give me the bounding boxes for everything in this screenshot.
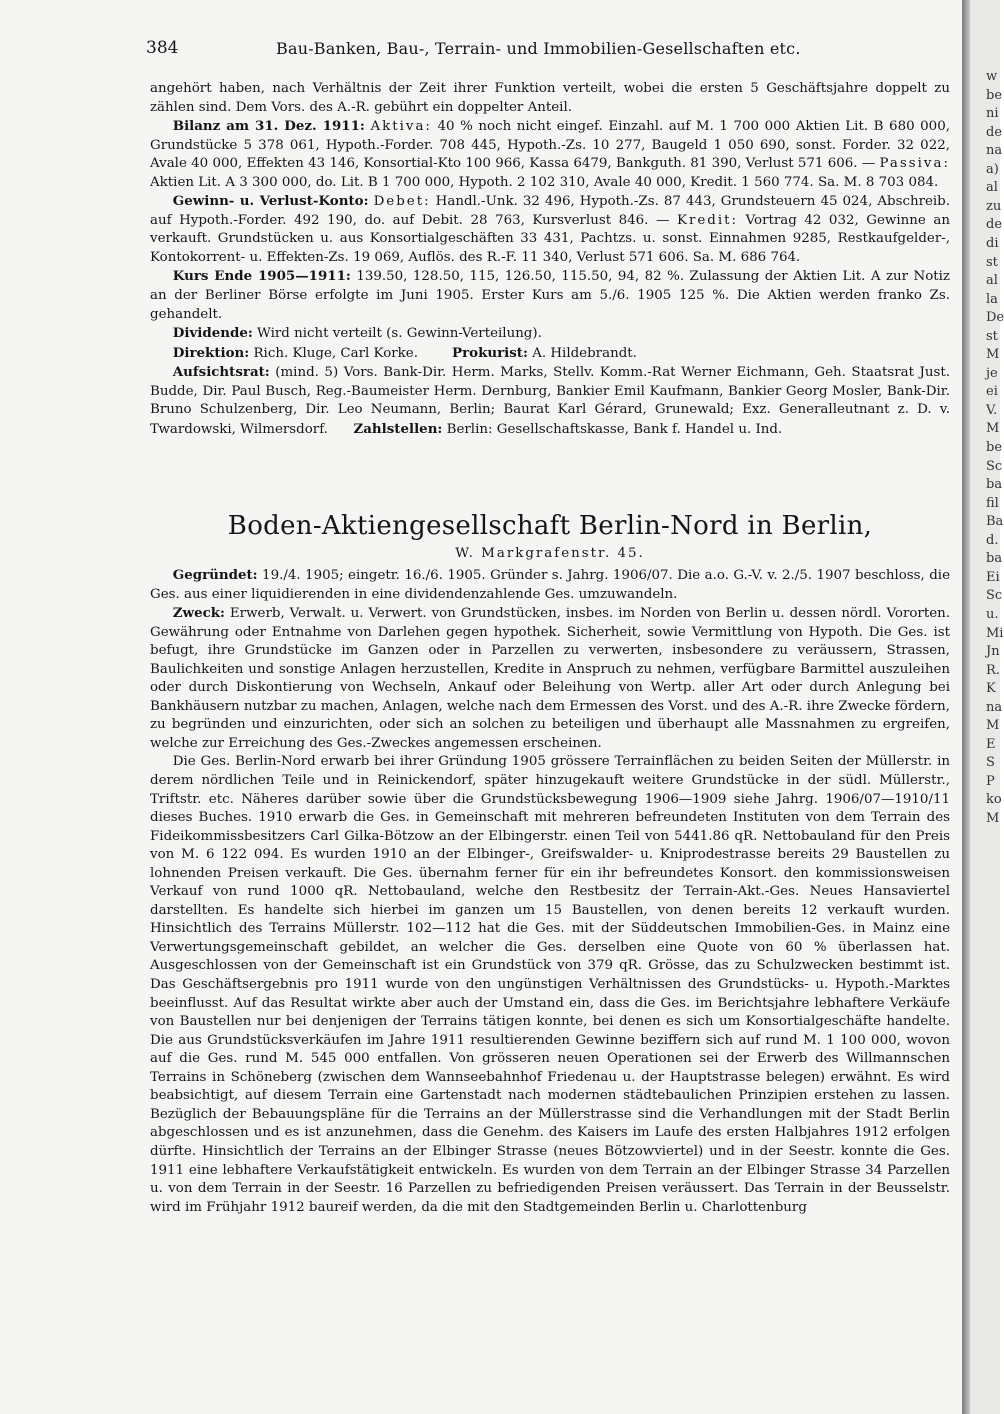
previous-entry-section [150, 80, 950, 439]
next-page-fragment: ko [986, 792, 1002, 808]
next-page-fragment: st [986, 254, 998, 270]
gegruendet-paragraph [150, 566, 950, 604]
direktion-label: Direktion: [172, 344, 250, 361]
next-page-fragment: E [986, 736, 996, 752]
company-address: W. Markgrafenstr. 45. [455, 546, 645, 561]
kurs-paragraph [150, 267, 950, 324]
direktion-paragraph [150, 344, 950, 364]
page-fold-shadow [962, 0, 970, 1414]
next-page-fragment: K [986, 681, 996, 697]
next-page-fragment: Sc [986, 588, 1003, 604]
bilanz-label: Bilanz am 31. Dez. 1911: [172, 118, 365, 135]
running-head [146, 38, 946, 62]
dividende-label: Dividende: [172, 325, 253, 342]
next-page-fragment: ei [986, 384, 998, 400]
next-page-fragment: P [986, 773, 995, 789]
kurs-label: Kurs Ende 1905—1911: [172, 268, 351, 285]
next-page-fragment: M [986, 811, 1000, 826]
gegruendet-text: 19./4. 1905; eingetr. 16./6. 1905. Gründer s. Jahrg. 1906/07. Die a.o. G.-V. v. 2./5. 1907 beschloss, die Ges. aus einer liquidierenden in eine dividendenzahlende Ges. umzuwandeln. [150, 568, 950, 602]
dividende-paragraph [150, 324, 950, 344]
debet-label: Debet: [373, 194, 431, 210]
prokurist-label: Prokurist: [452, 344, 528, 361]
next-page-fragment: di [986, 235, 999, 251]
kredit-text: Vortrag 42 032, Gewinne an verkauft. Grundstücken u. aus Konsortialgeschäften 33 431, Pachtzs. u. sonst. Einnahmen 9285, Restkaufgelder-, Kontokorrent- u. Effekten-Zs. 19 069, Auflös. des R.-F. 11 340, Verlust 571 606. Sa. M. 686 764. [150, 212, 950, 265]
next-page-fragment: M [986, 718, 1000, 734]
zahlstellen-text: Berlin: Gesellschaftskasse, Bank f. Handel u. Ind. [446, 421, 783, 437]
next-page-fragment: d. [986, 532, 999, 548]
next-page-fragment: de [986, 217, 1003, 233]
gewinn-verlust-label: Gewinn- u. Verlust-Konto: [172, 193, 369, 210]
debet-text: Handl.-Unk. 32 496, Hypoth.-Zs. 87 443, Grundsteuern 45 024, Abschreib. auf Hypoth.-Forder. 492 190, do. auf Debit. 28 763, Kursverlust 846. — [150, 194, 951, 228]
next-page-fragment: na [986, 699, 1003, 715]
kurs-text: 139.50, 128.50, 115, 126.50, 115.50, 94, 82 %. Zulassung der Aktien Lit. A zur Notiz an der Berliner Börse erfolgte im Juni 1905. Erster Kurs am 5./6. 1905 125 %. Die Aktien werden franko Zs. gehandelt. [150, 269, 950, 322]
next-page-fragment: u. [986, 606, 999, 622]
next-page-fragment: na [986, 143, 1003, 159]
next-page-fragment: Ei [986, 569, 1000, 585]
next-page-fragment: fil [986, 495, 999, 511]
gegruendet-label: Gegründet: [172, 567, 258, 583]
next-page-fragment: Jn [986, 644, 1000, 660]
aufsichtsrat-paragraph [150, 363, 950, 439]
next-page-fragment: Sc [986, 458, 1003, 474]
zweck-label: Zweck: [172, 605, 225, 622]
zahlstellen-label: Zahlstellen: [353, 420, 443, 437]
aktiva-label: Aktiva: [370, 119, 432, 135]
next-page-fragment: je [986, 365, 998, 381]
dividende-text: Wird nicht verteilt (s. Gewinn-Verteilung). [257, 326, 542, 342]
gewinn-verlust-paragraph [150, 192, 950, 267]
next-page-fragment: be [986, 87, 1003, 103]
next-page-fragment: R. [986, 662, 1000, 678]
company-title: Boden-Aktiengesellschaft Berlin-Nord in Berlin, [227, 511, 873, 541]
zweck-paragraph [150, 604, 950, 753]
next-page-fragment: ni [986, 106, 999, 122]
next-page-fragment: Mi [986, 625, 1004, 641]
next-page-fragment: De [986, 310, 1004, 326]
next-page-fragment: a) [986, 161, 999, 177]
next-page-fragment: la [986, 291, 998, 307]
zweck-text: Erwerb, Verwalt. u. Verwert. von Grundstücken, insbes. im Norden von Berlin u. dessen nördl. Vororten. Gewährung oder Entnahme von Darlehen gegen hypothek. Sicherheit, sowie Vermittlung von Hypoth. Die Ges. ist befugt, ihre Grundstücke im Ganzen oder in Parzellen zu verwerten, insbesondere zu veräussern, Strassen, Baulichkeiten und sonstige Anlagen herzustellen, Kredite in Anspruch zu nehmen, verfügbare Barmittel auszuleihen oder durch Diskontierung von Wechseln, Ankauf oder Beleihung von Wertp. aller Art oder durch Anlegung bei Bankhäusern nutzbar zu machen, Anlagen, welche nach dem Ermessen des Vorst. und des A.-R. ihre Zwecke fördern, zu begründen und einzurichten, oder sich an solchen zu beteiligen und überhaupt alle Massnahmen zu ergreifen, welche zur Erreichung des Ges.-Zweckes angemessen erscheinen. [150, 606, 951, 751]
next-page-fragment: al [986, 180, 998, 196]
next-page-fragment: ba [986, 477, 1003, 493]
next-page-fragment: zu [986, 198, 1002, 214]
next-page-fragment: al [986, 273, 998, 289]
company-entry-section [150, 566, 950, 1217]
running-head-title: Bau-Banken, Bau-, Terrain- und Immobilien-Gesellschaften etc. [276, 39, 801, 58]
next-page-edge [970, 0, 1004, 1414]
bilanz-paragraph [150, 117, 950, 192]
direktion-text: Rich. Kluge, Carl Korke. [253, 345, 418, 361]
aktiva-text: 40 % noch nicht eingef. Einzahl. auf M. 1 700 000 Aktien Lit. B 680 000, Grundstücke 5 378 061, Hypoth.-Forder. 708 445, Hypoth.-Zs. 10 277, Baugeld 1 050 690, sonst. Forder. 32 022, Avale 40 000, Effekten 43 146, Konsortial-Kto 100 966, Kassa 6479, Bankguth. 81 390, Verlust 571 606. — [150, 119, 950, 172]
next-page-fragment: S [986, 755, 995, 771]
next-page-fragment: be [986, 440, 1003, 455]
kredit-label: Kredit: [676, 212, 739, 228]
tantieme-paragraph: angehört haben, nach Verhältnis der Zeit ihrer Funktion verteilt, wobei die ersten 5 Geschäftsjahre doppelt zu zählen sind. Dem Vors. des A.-R. gebührt ein doppelter Anteil. [150, 81, 950, 115]
next-page-fragment: st [986, 328, 998, 344]
prokurist-text: A. Hildebrandt. [532, 345, 637, 361]
aufsichtsrat-text: (mind. 5) Vors. Bank-Dir. Herm. Marks, Stellv. Komm.-Rat Werner Eichmann, Geh. Staatsrat Just. Budde, Dir. Paul Busch, Reg.-Baumeister Herm. Dernburg, Bankier Emil Kaufmann, Bankier Georg Mosler, Bank-Dir. Bruno Schulzenberg, Dir. Leo Neumann, Berlin; Baurat Karl Gérard, Grunewald; Exz. Generalleutnant z. D. v. Twardowski, Wilmersdorf. [150, 365, 950, 437]
next-page-fragment: Ba [986, 514, 1004, 530]
passiva-text: Aktien Lit. A 3 300 000, do. Lit. B 1 700 000, Hypoth. 2 102 310, Avale 40 000, Kredit. 1 560 774. Sa. M. 8 703 084. [150, 174, 939, 190]
aufsichtsrat-label: Aufsichtsrat: [172, 364, 270, 381]
passiva-label: Passiva: [879, 156, 950, 172]
next-page-fragment: V. [986, 402, 998, 418]
next-page-fragment: M [986, 421, 1000, 437]
next-page-fragment: w [986, 69, 998, 84]
page-number: 384 [146, 38, 179, 58]
next-page-fragment: de [986, 124, 1003, 140]
history-paragraph: Die Ges. Berlin-Nord erwarb bei ihrer Gründung 1905 grössere Terrainflächen zu beiden Seiten der Müllerstr. in derem nördlichen Teile und in Reinickendorf, später hinzugekauft weitere Grundstücke in der südl. Müllerstr., Triftstr. etc. Näheres darüber sowie über die Grundstücksbewegung 1906—1909 siehe Jahrg. 1906/07—1910/11 dieses Buches. 1910 erwarb die Ges. in Gemeinschaft mit mehreren befreundeten Instituten von dem Terrain des Fideikommissbesitzers Carl Gilka-Bötzow an der Elbingerstr. einen Teil von 5441.86 qR. Nettobauland für den Preis von M. 6 122 094. Es wurden 1910 an der Elbinger-, Greifswalder- u. Kniprodestrasse bereits 29 Baustellen zu lohnenden Preisen verkauft. Die Ges. übernahm ferner für ein ihr befreundetes Konsort. den kommissionsweisen Verkauf von rund 1000 qR. Nettobauland, welche den Restbesitz der Terrain-Akt.-Ges. Neues Hansaviertel darstellten. Es handelte sich hierbei im ganzen um 15 Baustellen, von denen bereits 12 verkauft wurden. Hinsichtlich des Terrains Müllerstr. 102—112 hat die Ges. mit der Süddeutschen Immobilien-Ges. in Mainz eine Verwertungsgemeinschaft gebildet, an welcher die Ges. derselben eine Quote von 60 % überlassen hat. Ausgeschlossen von der Gemeinschaft ist ein Grundstück von 379 qR. Grösse, das zu Schulzwecken bestimmt ist. Das Geschäftsergebnis pro 1911 wurde von den ungünstigen Verhältnissen des Grundstücks- u. Hypoth.-Marktes beeinflusst. Auf das Resultat wirkte aber auch der Umstand ein, dass die Ges. im Berichtsjahre lebhaftere Verkäufe von Baustellen nur bei denjenigen der Terrains tätigen konnte, bei denen es sich um Konsortialgeschäfte handelte. Die aus Grundstücksverkäufen im Jahre 1911 resultierenden Gewinne beziffern sich auf rund M. 1 100 000, wovon auf die Ges. rund M. 545 000 entfallen. Von grösseren neuen Operationen sei der Erwerb des Willmannschen Terrains in Schöneberg (zwischen dem Wannseebahnhof Friedenau u. der Hauptstrasse belegen) erwähnt. Es wird beabsichtigt, auf diesem Terrain eine Gartenstadt nach modernen städtebaulichen Prinzipien erstehen zu lassen. Bezüglich der Bebauungspläne für die Terrains an der Müllerstrasse sind die Verhandlungen mit der Stadt Berlin abgeschlossen und es ist anzunehmen, dass die Genehm. des Kaisers im Laufe des ersten Halbjahres 1912 erfolgen dürfte. Hinsichtlich der Terrains an der Elbinger Strasse (neues Bötzowviertel) und in der Seestr. konnte die Ges. 1911 eine lebhaftere Verkaufstätigkeit entwickeln. Es wurden von dem Terrain an der Elbinger Strasse 34 Parzellen u. von dem Terrain in der Seestr. 16 Parzellen zu befriedigenden Preisen veräussert. Das Terrain in der Beusselstr. wird im Frühjahr 1912 baureif werden, da die mit den Stadtgemeinden Berlin u. Charlottenburg [150, 754, 950, 1215]
next-page-fragment: ba [986, 551, 1003, 567]
next-page-fragment: M [986, 347, 1000, 363]
